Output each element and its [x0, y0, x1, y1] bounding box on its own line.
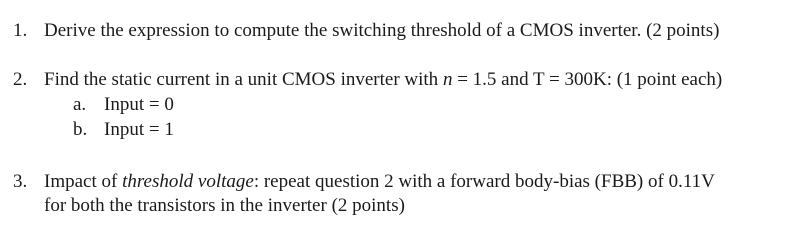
question-1-number: 1. [13, 20, 28, 41]
part-a-text: Input = 0 [104, 94, 174, 115]
question-3-text-line-2: for both the transistors in the inverter (2 points) [44, 195, 405, 216]
part-b-text: Input = 1 [104, 119, 174, 140]
part-a-letter: a. [73, 94, 87, 115]
part-b-letter: b. [73, 119, 88, 140]
question-3-text-start: Impact of [44, 171, 123, 192]
question-2-part-b [73, 119, 174, 141]
question-3-italic-term: threshold voltage [122, 171, 254, 192]
question-2-text [44, 69, 722, 91]
question-1-text: Derive the expression to compute the switching threshold of a CMOS inverter. (2 points) [44, 20, 720, 41]
question-3-text-line-1 [44, 171, 715, 193]
question-2-number: 2. [13, 69, 28, 90]
question-2-variable-n: n [442, 69, 453, 90]
question-3-number: 3. [13, 171, 28, 192]
question-3-text-end: : repeat question 2 with a forward body-bias (FBB) of 0.11V [253, 171, 715, 192]
question-2-text-end: = 1.5 and T = 300K: (1 point each) [452, 69, 723, 90]
question-2-part-a [73, 94, 174, 116]
question-2-text-start: Find the static current in a unit CMOS inverter with [44, 69, 443, 90]
